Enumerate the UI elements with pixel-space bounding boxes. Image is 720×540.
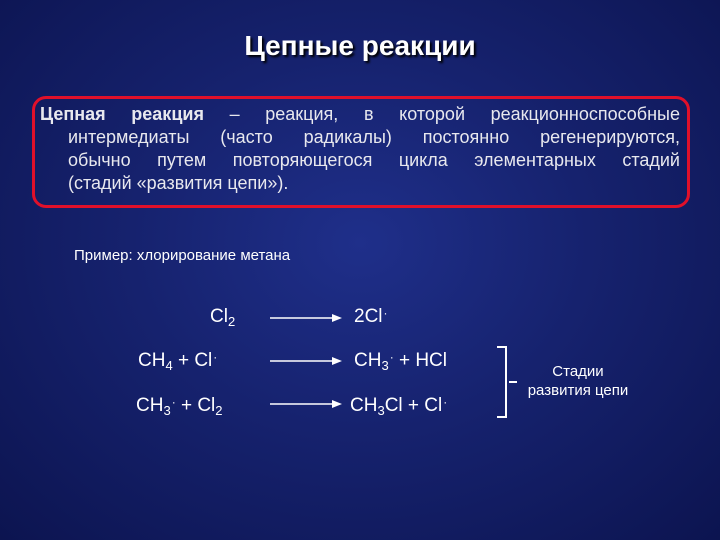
slide-title: Цепные реакции xyxy=(244,30,476,61)
reaction-3-right: $CH_3Cl + Cl^\cdot$ xyxy=(350,395,448,418)
definition-line-3: обычно путем повторяющегося цикла элементарных стадий xyxy=(68,150,680,170)
reaction-1-right: 2Cl· xyxy=(354,306,388,327)
example-label: Пример: хлорирование метана xyxy=(74,247,291,264)
stages-label xyxy=(514,362,642,400)
reaction-2-arrow xyxy=(270,354,342,368)
reaction-3-arrow xyxy=(270,397,342,411)
definition-line-4: (стадий «развития цепи»). xyxy=(68,173,289,193)
definition-term: Цепная реакция xyxy=(40,104,204,124)
definition-line-1-rest: – реакция, в которой реакционноспособные xyxy=(203,104,680,124)
definition-line-1 xyxy=(40,103,680,126)
definition-text xyxy=(40,103,680,195)
reaction-1-arrow xyxy=(270,311,342,325)
stages-label-line-2: развития цепи xyxy=(527,382,629,399)
stages-bracket xyxy=(497,346,507,418)
reaction-1-left: $Cl_2$ xyxy=(210,306,236,329)
reaction-2-left: $CH_4 + Cl^\cdot$ xyxy=(138,350,218,373)
reaction-3-left: $CH_3^\cdot + Cl_2$ xyxy=(136,395,223,418)
reaction-2-right: $CH_3^\cdot$ + HCl xyxy=(354,350,448,373)
definition-line-2: интермедиаты (часто радикалы) постоянно регенерируются, xyxy=(68,127,680,147)
stages-label-line-1: Стадии xyxy=(552,363,604,380)
